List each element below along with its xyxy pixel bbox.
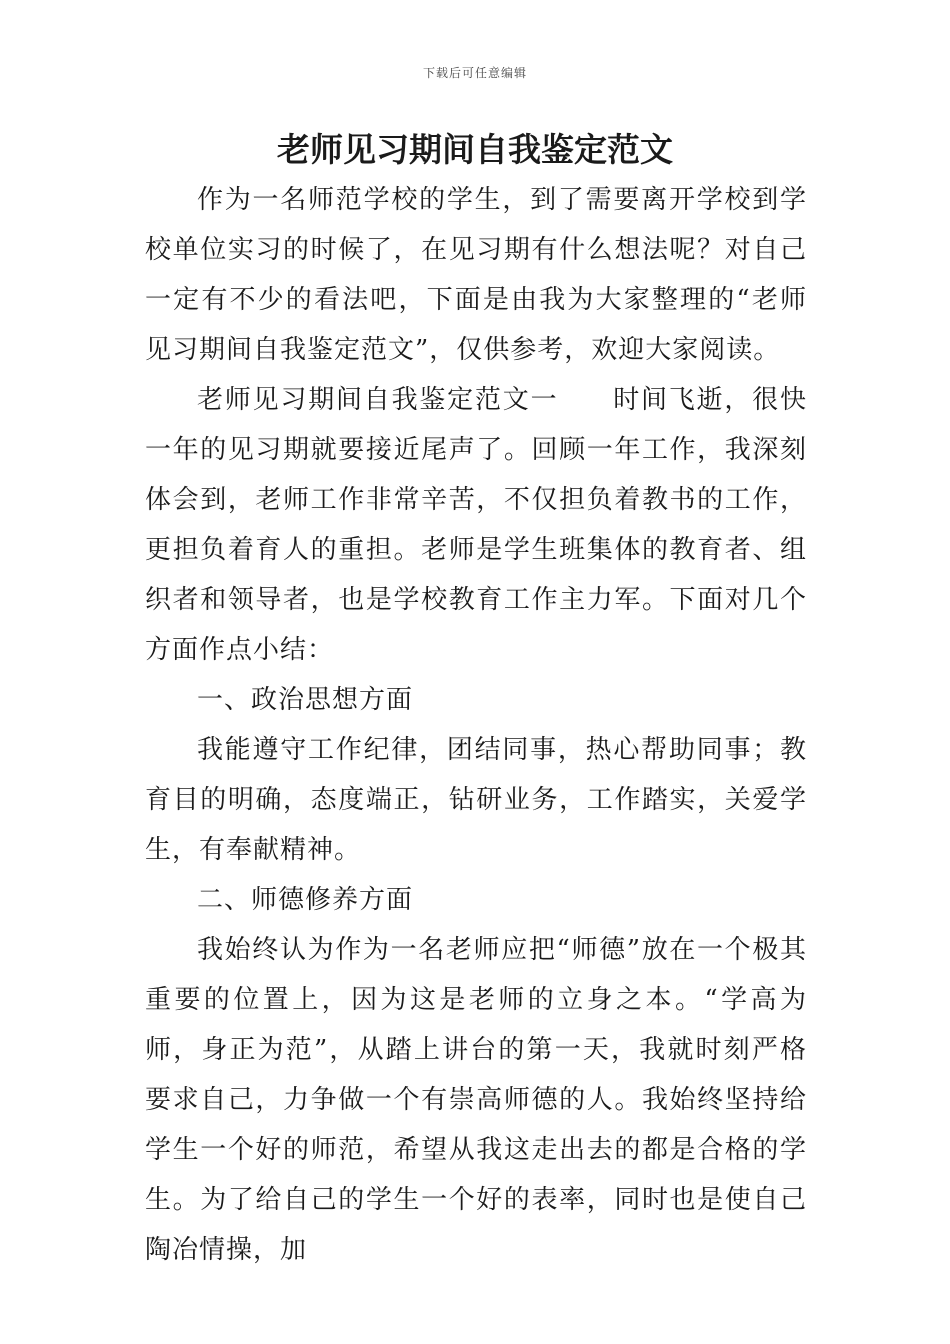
heading-political: 一、政治思想方面 (197, 685, 414, 715)
document-title: 老师见习期间自我鉴定范文 (277, 130, 673, 169)
section1-label: 老师见习期间自我鉴定范文一 (197, 385, 559, 415)
intro-paragraph: 作为一名师范学校的学生，到了需要离开学校到学校单位实习的时候了，在见习期有什么想法呢？对自己一定有不少的看法吧，下面是由我为大家整理的“老师见习期间自我鉴定范文”，仅供参考，欢迎大家阅读。 (145, 185, 807, 365)
document-body (145, 175, 807, 1275)
section1-paragraph (145, 375, 807, 675)
political-paragraph: 我能遵守工作纪律，团结同事，热心帮助同事；教育目的明确，态度端正，钻研业务，工作踏实，关爱学生，有奉献精神。 (145, 735, 807, 865)
heading-ethics: 二、师德修养方面 (197, 885, 414, 915)
ethics-paragraph: 我始终认为作为一名老师应把“师德”放在一个极其重要的位置上，因为这是老师的立身之本。“学高为师，身正为范”，从踏上讲台的第一天，我就时刻严格要求自己，力争做一个有崇高师德的人。我始终坚持给学生一个好的师范，希望从我这走出去的都是合格的学生。为了给自己的学生一个好的表率，同时也是使自己陶冶情操，加 (145, 935, 807, 1265)
header-note: 下载后可任意编辑 (422, 66, 527, 80)
section1-text: 时间飞逝，很快一年的见习期就要接近尾声了。回顾一年工作，我深刻体会到，老师工作非常辛苦，不仅担负着教书的工作，更担负着育人的重担。老师是学生班集体的教育者、组织者和领导者，也是学校教育工作主力军。下面对几个方面作点小结： (145, 385, 807, 665)
